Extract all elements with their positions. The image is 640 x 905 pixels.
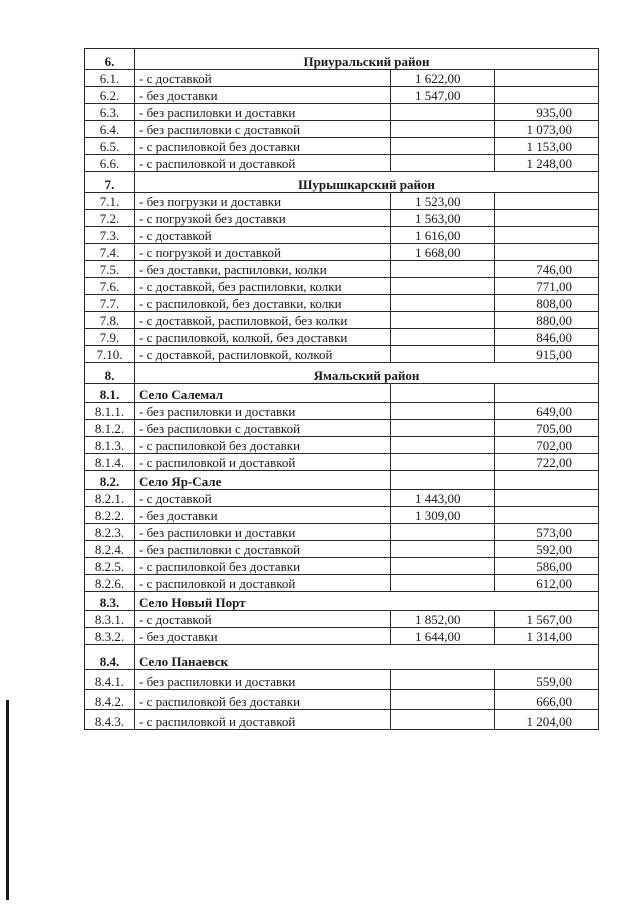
subsection-title: Село Новый Порт	[135, 592, 599, 611]
row-name: - без распиловки и доставки	[135, 104, 391, 121]
row-price-1: 1 616,00	[391, 227, 495, 244]
row-name: - с распиловкой и доставкой	[135, 454, 391, 471]
table-row	[85, 628, 599, 645]
row-price-1	[391, 403, 495, 420]
row-price-1	[391, 155, 495, 172]
row-price-1	[391, 278, 495, 295]
row-number: 6.5.	[85, 138, 135, 155]
row-price-2: 586,00	[495, 558, 599, 575]
subsection-number: 8.4.	[85, 645, 135, 670]
row-number: 8.2.3.	[85, 524, 135, 541]
row-price-1	[391, 420, 495, 437]
row-price-2: 1 153,00	[495, 138, 599, 155]
section-title: Шурышкарский район	[135, 172, 599, 193]
section-number: 8.	[85, 363, 135, 384]
table-row	[85, 690, 599, 710]
row-price-1: 1 309,00	[391, 507, 495, 524]
row-price-1: 1 523,00	[391, 193, 495, 210]
row-price-1: 1 852,00	[391, 611, 495, 628]
table-row	[85, 155, 599, 172]
row-number: 7.3.	[85, 227, 135, 244]
row-price-2: 746,00	[495, 261, 599, 278]
row-name: - без распиловки с доставкой	[135, 420, 391, 437]
subsection-title: Село Салемал	[135, 384, 391, 403]
row-price-1	[391, 558, 495, 575]
row-price-1	[391, 670, 495, 690]
row-price-1	[391, 138, 495, 155]
row-price-1	[391, 541, 495, 558]
table-row	[85, 611, 599, 628]
row-price-2	[495, 244, 599, 261]
table-row	[85, 507, 599, 524]
table-row	[85, 710, 599, 730]
row-name: - с распиловкой и доставкой	[135, 155, 391, 172]
row-name: - без распиловки и доставки	[135, 403, 391, 420]
table-row	[85, 524, 599, 541]
row-name: - с распиловкой без доставки	[135, 437, 391, 454]
row-price-1	[391, 312, 495, 329]
row-price-2: 559,00	[495, 670, 599, 690]
row-number: 8.3.1.	[85, 611, 135, 628]
table-row	[85, 558, 599, 575]
row-price-2: 722,00	[495, 454, 599, 471]
row-price-2	[495, 490, 599, 507]
row-number: 6.1.	[85, 70, 135, 87]
row-price-2: 649,00	[495, 403, 599, 420]
row-number: 7.4.	[85, 244, 135, 261]
price-table-body	[85, 49, 599, 730]
table-row	[85, 403, 599, 420]
table-row	[85, 420, 599, 437]
row-name: - с распиловкой без доставки	[135, 690, 391, 710]
row-price-1: 1 547,00	[391, 87, 495, 104]
row-price-1	[391, 346, 495, 363]
row-number: 8.3.2.	[85, 628, 135, 645]
row-price-2	[495, 87, 599, 104]
row-price-2	[495, 193, 599, 210]
row-number: 8.2.4.	[85, 541, 135, 558]
section-number: 6.	[85, 49, 135, 70]
section-title: Ямальский район	[135, 363, 599, 384]
table-row	[85, 346, 599, 363]
row-number: 6.4.	[85, 121, 135, 138]
row-price-1: 1 644,00	[391, 628, 495, 645]
row-name: - без доставки	[135, 507, 391, 524]
row-price-1: 1 622,00	[391, 70, 495, 87]
row-number: 7.7.	[85, 295, 135, 312]
subsection-header-row	[85, 592, 599, 611]
row-number: 8.2.6.	[85, 575, 135, 592]
row-name: - с доставкой	[135, 70, 391, 87]
price-table	[84, 48, 599, 730]
empty-cell	[495, 384, 599, 403]
subsection-number: 8.1.	[85, 384, 135, 403]
row-number: 6.2.	[85, 87, 135, 104]
row-price-2: 846,00	[495, 329, 599, 346]
row-price-2: 808,00	[495, 295, 599, 312]
table-row	[85, 121, 599, 138]
row-price-2: 915,00	[495, 346, 599, 363]
row-price-1	[391, 710, 495, 730]
row-number: 8.1.2.	[85, 420, 135, 437]
row-name: - с доставкой	[135, 611, 391, 628]
row-price-1	[391, 329, 495, 346]
row-name: - с распиловкой без доставки	[135, 558, 391, 575]
row-name: - с распиловкой, без доставки, колки	[135, 295, 391, 312]
row-price-2: 1 204,00	[495, 710, 599, 730]
row-price-2	[495, 507, 599, 524]
row-name: - с доставкой	[135, 490, 391, 507]
table-row	[85, 104, 599, 121]
row-price-1	[391, 121, 495, 138]
table-row	[85, 138, 599, 155]
row-name: - с доставкой, распиловкой, колкой	[135, 346, 391, 363]
row-name: - с доставкой, распиловкой, без колки	[135, 312, 391, 329]
subsection-title: Село Яр-Сале	[135, 471, 391, 490]
row-number: 7.10.	[85, 346, 135, 363]
table-row	[85, 329, 599, 346]
table-row	[85, 575, 599, 592]
row-number: 8.4.3.	[85, 710, 135, 730]
table-row	[85, 541, 599, 558]
row-number: 7.8.	[85, 312, 135, 329]
row-price-2: 612,00	[495, 575, 599, 592]
row-name: - с погрузкой и доставкой	[135, 244, 391, 261]
table-row	[85, 670, 599, 690]
row-price-2: 1 567,00	[495, 611, 599, 628]
row-name: - без распиловки и доставки	[135, 524, 391, 541]
table-row	[85, 312, 599, 329]
row-number: 8.1.1.	[85, 403, 135, 420]
empty-cell	[391, 471, 495, 490]
row-name: - без доставки, распиловки, колки	[135, 261, 391, 278]
subsection-number: 8.2.	[85, 471, 135, 490]
table-row	[85, 437, 599, 454]
row-price-1: 1 668,00	[391, 244, 495, 261]
row-price-2	[495, 210, 599, 227]
row-price-1	[391, 454, 495, 471]
table-row	[85, 227, 599, 244]
table-row	[85, 210, 599, 227]
row-name: - без доставки	[135, 628, 391, 645]
table-row	[85, 261, 599, 278]
table-row	[85, 244, 599, 261]
row-price-2: 771,00	[495, 278, 599, 295]
row-name: - с распиловкой и доставкой	[135, 575, 391, 592]
row-name: - без распиловки с доставкой	[135, 541, 391, 558]
row-number: 8.2.5.	[85, 558, 135, 575]
page-edge-mark	[6, 700, 9, 900]
row-number: 8.4.2.	[85, 690, 135, 710]
row-number: 8.4.1.	[85, 670, 135, 690]
row-number: 8.1.4.	[85, 454, 135, 471]
subsection-title: Село Панаевск	[135, 645, 599, 670]
row-price-2: 1 073,00	[495, 121, 599, 138]
row-price-1	[391, 524, 495, 541]
row-name: - с распиловкой и доставкой	[135, 710, 391, 730]
row-price-2: 705,00	[495, 420, 599, 437]
row-name: - без погрузки и доставки	[135, 193, 391, 210]
row-number: 8.2.1.	[85, 490, 135, 507]
empty-cell	[495, 471, 599, 490]
section-title: Приуральский район	[135, 49, 599, 70]
row-price-1	[391, 104, 495, 121]
row-number: 7.1.	[85, 193, 135, 210]
table-row	[85, 295, 599, 312]
row-price-2: 666,00	[495, 690, 599, 710]
row-price-2: 573,00	[495, 524, 599, 541]
section-header-row	[85, 49, 599, 70]
row-name: - без доставки	[135, 87, 391, 104]
subsection-header-row	[85, 384, 599, 403]
row-number: 8.1.3.	[85, 437, 135, 454]
table-row	[85, 278, 599, 295]
row-price-2: 592,00	[495, 541, 599, 558]
row-number: 7.6.	[85, 278, 135, 295]
row-number: 7.2.	[85, 210, 135, 227]
table-row	[85, 490, 599, 507]
row-price-2: 702,00	[495, 437, 599, 454]
row-price-1	[391, 575, 495, 592]
row-number: 6.3.	[85, 104, 135, 121]
row-price-2: 1 314,00	[495, 628, 599, 645]
row-price-2	[495, 70, 599, 87]
row-price-1: 1 563,00	[391, 210, 495, 227]
row-price-1	[391, 690, 495, 710]
row-price-2: 1 248,00	[495, 155, 599, 172]
row-price-1	[391, 437, 495, 454]
table-row	[85, 87, 599, 104]
row-name: - с распиловкой без доставки	[135, 138, 391, 155]
row-price-2: 935,00	[495, 104, 599, 121]
section-header-row	[85, 172, 599, 193]
row-name: - с доставкой	[135, 227, 391, 244]
subsection-header-row	[85, 471, 599, 490]
row-price-2: 880,00	[495, 312, 599, 329]
row-name: - с погрузкой без доставки	[135, 210, 391, 227]
row-number: 8.2.2.	[85, 507, 135, 524]
row-price-1	[391, 261, 495, 278]
row-name: - без распиловки с доставкой	[135, 121, 391, 138]
table-row	[85, 193, 599, 210]
subsection-header-row	[85, 645, 599, 670]
row-price-2	[495, 227, 599, 244]
row-name: - с распиловкой, колкой, без доставки	[135, 329, 391, 346]
row-number: 6.6.	[85, 155, 135, 172]
section-number: 7.	[85, 172, 135, 193]
row-number: 7.5.	[85, 261, 135, 278]
table-row	[85, 70, 599, 87]
row-name: - без распиловки и доставки	[135, 670, 391, 690]
table-row	[85, 454, 599, 471]
row-number: 7.9.	[85, 329, 135, 346]
row-price-1	[391, 295, 495, 312]
row-name: - с доставкой, без распиловки, колки	[135, 278, 391, 295]
subsection-number: 8.3.	[85, 592, 135, 611]
empty-cell	[391, 384, 495, 403]
row-price-1: 1 443,00	[391, 490, 495, 507]
section-header-row	[85, 363, 599, 384]
